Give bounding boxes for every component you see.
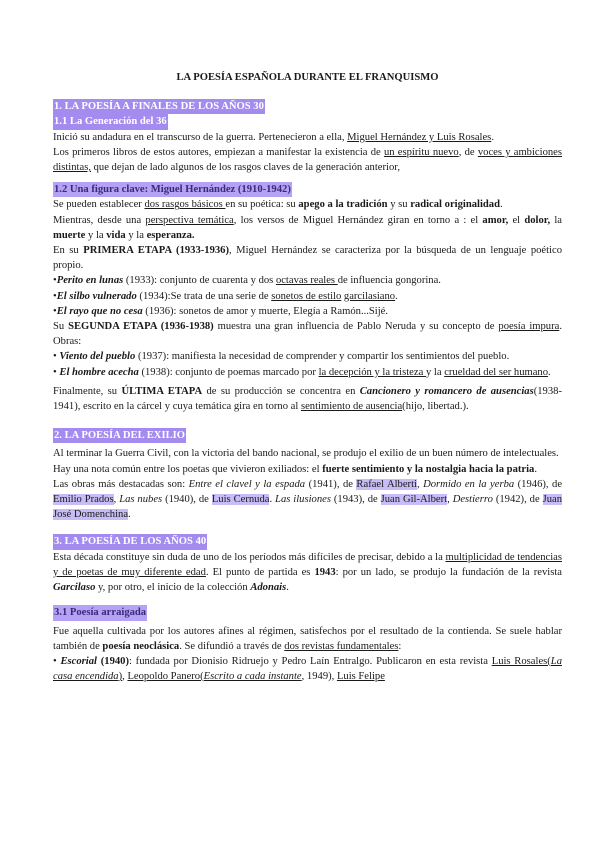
author-highlight: Rafael Alberti: [356, 478, 417, 490]
paragraph-generacion-36: Inició su andadura en el transcurso de la guerra. Pertenecieron a ella, Miguel Hernández y Luis Rosales.: [53, 131, 494, 143]
paragraph-primeros-libros: Los primeros libros de estos autores, empiezan a manifestar la existencia de un espíritu nuevo, de voces y ambiciones distintas, que dejan de lado algunos de los rasgos claves de la generación anterior,: [53, 146, 562, 174]
paragraph-poesia-arraigada: Fue aquella cultivada por los autores afines al régimen, satisfechos por el resultado de la contienda. Se suele hablar también de poesía neoclásica. Se difundió a través de dos revistas fundamentales:: [53, 625, 562, 652]
list-item: •Perito en lunas (1933): conjunto de cuarenta y dos octavas reales de influencia gongorina.: [53, 275, 441, 287]
author-highlight: Emilio Prados: [53, 494, 114, 506]
paragraph-rasgos: Se pueden establecer dos rasgos básicos en su poética: su apego a la tradición y su radical originalidad.: [53, 199, 503, 211]
list-item: • Viento del pueblo (1937): manifiesta la necesidad de comprender y compartir los sentimientos del pueblo.: [53, 351, 510, 363]
paragraph-anos-40: Esta década constituye sin duda de uno de los períodos más difíciles de precisar, debido a la multiplicidad de tendencias y de poetas de muy diferente edad. El punto de partida es 1943: por un lado, se produjo la fundación de la revista Garcilaso y, por otro, el inicio de la colección Adonais.: [53, 551, 562, 594]
author-highlight: Juan Gil-Albert: [380, 494, 448, 506]
list-item: • El hombre acecha (1938): conjunto de poemas marcado por la decepción y la tristeza y la crueldad del ser humano.: [53, 366, 551, 378]
paragraph-primera-etapa: En su PRIMERA ETAPA (1933-1936), Miguel Hernández se caracteriza por la búsqueda de un lenguaje poético propio.: [53, 245, 562, 272]
document-title: LA POESÍA ESPAÑOLA DURANTE EL FRANQUISMO: [176, 72, 439, 83]
paragraph-ultima-etapa: Finalmente, su ÚLTIMA ETAPA de su producción se concentra en Cancionero y romancero de ausencias(1938-1941), escrito en la cárcel y cuya temática gira en torno al sentimiento de ausencia(hijo, libertad.).: [53, 385, 562, 413]
section-2-heading: 2. LA POESÍA DEL EXILIO: [53, 428, 186, 443]
section-1-2-heading: 1.2 Una figura clave: Miguel Hernández (1910-1942): [53, 182, 292, 197]
list-item: • Escorial (1940): fundada por Dionisio Ridruejo y Pedro Laín Entralgo. Publicaron en esta revista Luis Rosales(La casa encendida), Leopoldo Panero(Escrito a cada instante, 1949), Luis Felipe: [53, 655, 562, 683]
list-item: •El silbo vulnerado (1934):Se trata de una serie de sonetos de estilo garcilasiano.: [53, 290, 398, 302]
paragraph-segunda-etapa: Su SEGUNDA ETAPA (1936-1938) muestra una gran influencia de Pablo Neruda y su concepto de poesía impura. Obras:: [53, 321, 562, 348]
author-highlight: Luis Cernuda: [211, 494, 270, 506]
section-3-1-heading: 3.1 Poesía arraigada: [53, 605, 147, 620]
list-item: •El rayo que no cesa (1936): sonetos de amor y muerte, Elegía a Ramón...Sijé.: [53, 305, 389, 317]
section-3-heading: 3. LA POESÍA DE LOS AÑOS 40: [53, 534, 207, 549]
paragraph-obras-exilio: Las obras más destacadas son: Entre el clavel y la espada (1941), de Rafael Alberti, Dormido en la yerba (1946), de Emilio Prados, Las nubes (1940), de Luis Cernuda. Las ilusiones (1943), de Juan Gil-Albert, Destierro (1942), de Juan José Domenchina.: [53, 478, 563, 521]
paragraph-exilio: Al terminar la Guerra Civil, con la victoria del bando nacional, se produjo el exilio de un buen número de intelectuales.: [53, 448, 559, 460]
paragraph-tematica: Mientras, desde una perspectiva temática, los versos de Miguel Hernández giran en torno a : el amor, el dolor, la muerte y la vida y la esperanza.: [53, 214, 562, 241]
section-1-1-heading: 1.1 La Generación del 36: [53, 114, 168, 129]
paragraph-nota-comun: Hay una nota común entre los poetas que vivieron exiliados: el fuerte sentimiento y la nostalgia hacia la patria.: [53, 463, 537, 475]
section-1-heading: 1. LA POESÍA A FINALES DE LOS AÑOS 30: [53, 99, 265, 114]
author-highlight: Juan José Domenchina: [53, 494, 562, 521]
